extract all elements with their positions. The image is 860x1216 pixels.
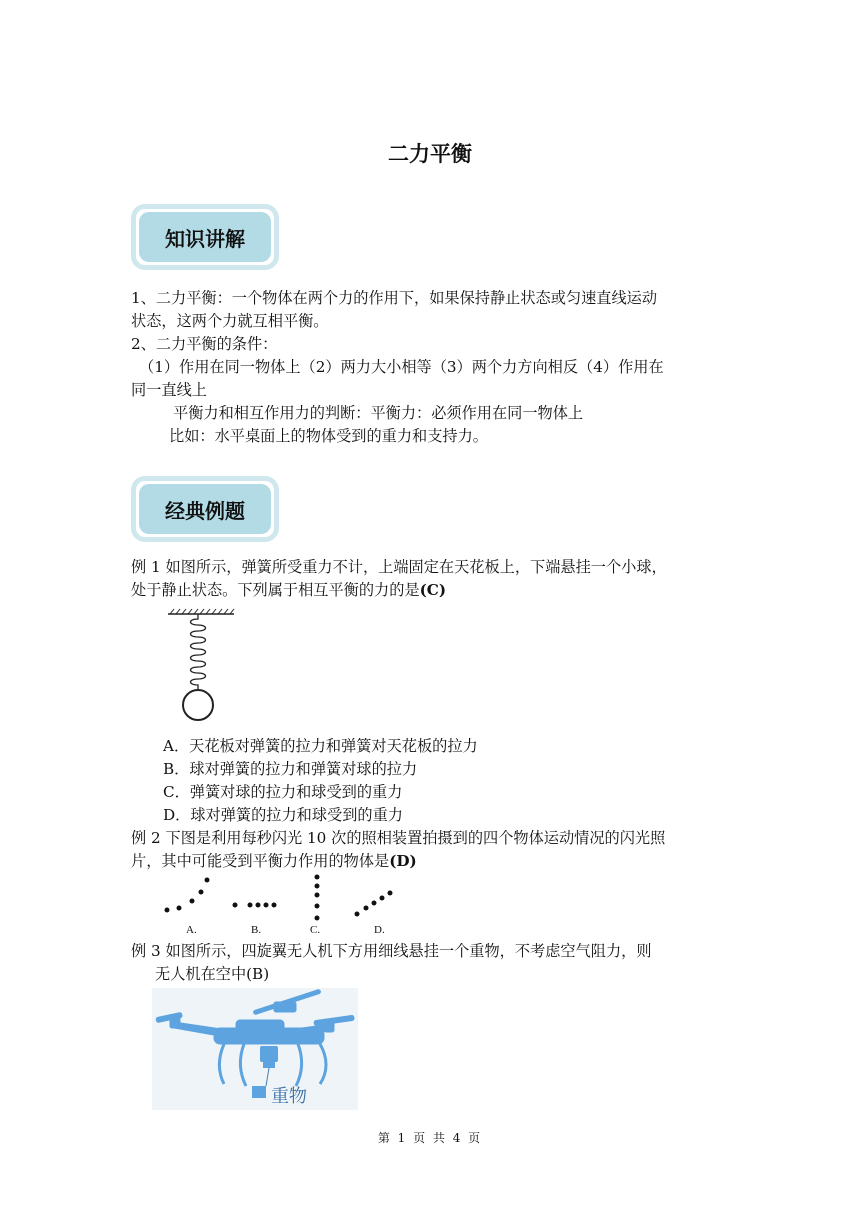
caption-b: B. bbox=[251, 924, 262, 936]
spring bbox=[191, 614, 206, 690]
section-header-examples bbox=[131, 476, 279, 542]
weight-box bbox=[252, 1086, 266, 1098]
ex1-option-c: C．弹簧对球的拉力和球受到的重力 bbox=[163, 783, 403, 801]
spring-ball-figure bbox=[160, 608, 240, 724]
knowledge-line-2: 状态，这两个力就互相平衡。 bbox=[131, 312, 329, 330]
ex1-option-d: D．球对弹簧的拉力和球受到的重力 bbox=[163, 806, 403, 824]
knowledge-line-6: 平衡力和相互作用力的判断：平衡力：必须作用在同一物体上 bbox=[173, 404, 584, 422]
dots-a bbox=[165, 878, 210, 913]
dots-b bbox=[233, 903, 277, 908]
ex1-option-a: A．天花板对弹簧的拉力和弹簧对天花板的拉力 bbox=[163, 737, 478, 755]
drone-image bbox=[152, 988, 358, 1110]
knowledge-line-3: 2、二力平衡的条件： bbox=[131, 335, 278, 353]
knowledge-line-5: 同一直线上 bbox=[131, 381, 207, 399]
ex1-answer: (C) bbox=[419, 581, 447, 599]
ex1-line-2 bbox=[131, 579, 446, 601]
ex1-question: 处于静止状态。下列属于相互平衡的力的是 bbox=[131, 581, 420, 599]
caption-a: A. bbox=[186, 924, 197, 936]
caption-c: C. bbox=[310, 924, 321, 936]
page-footer: 第 1 页 共 4 页 bbox=[377, 1131, 483, 1145]
page-title: 二力平衡 bbox=[388, 142, 472, 166]
section-label: 经典例题 bbox=[139, 484, 271, 534]
ex1-option-b: B．球对弹簧的拉力和弹簧对球的拉力 bbox=[163, 760, 418, 778]
ex2-answer: (D) bbox=[389, 852, 417, 870]
dots-c bbox=[315, 875, 320, 921]
knowledge-line-1: 1、二力平衡：一个物体在两个力的作用下，如果保持静止状态或匀速直线运动 bbox=[131, 289, 658, 307]
flash-photo-figure bbox=[150, 868, 400, 928]
dots-d bbox=[355, 891, 393, 917]
caption-d: D. bbox=[374, 924, 385, 936]
ex3-line-2: 无人机在空中(B) bbox=[155, 965, 270, 983]
weight-label: 重物 bbox=[271, 1086, 307, 1107]
ex3-line-1: 例 3 如图所示，四旋翼无人机下方用细线悬挂一个重物，不考虑空气阻力，则 bbox=[131, 942, 652, 960]
section-label: 知识讲解 bbox=[139, 212, 271, 262]
drone-figure bbox=[152, 988, 358, 1110]
ex2-question: 片，其中可能受到平衡力作用的物体是 bbox=[131, 852, 390, 870]
ex2-line-1: 例 2 下图是利用每秒闪光 10 次的照相装置拍摄到的四个物体运动情况的闪光照 bbox=[131, 829, 666, 847]
knowledge-line-7: 比如：水平桌面上的物体受到的重力和支持力。 bbox=[169, 427, 488, 445]
ball bbox=[183, 690, 213, 720]
section-header-knowledge bbox=[131, 204, 279, 270]
ex1-line-1: 例 1 如图所示，弹簧所受重力不计，上端固定在天花板上，下端悬挂一个小球， bbox=[131, 558, 667, 576]
knowledge-line-4: （1）作用在同一物体上（2）两力大小相等（3）两个力方向相反（4）作用在 bbox=[139, 358, 664, 376]
